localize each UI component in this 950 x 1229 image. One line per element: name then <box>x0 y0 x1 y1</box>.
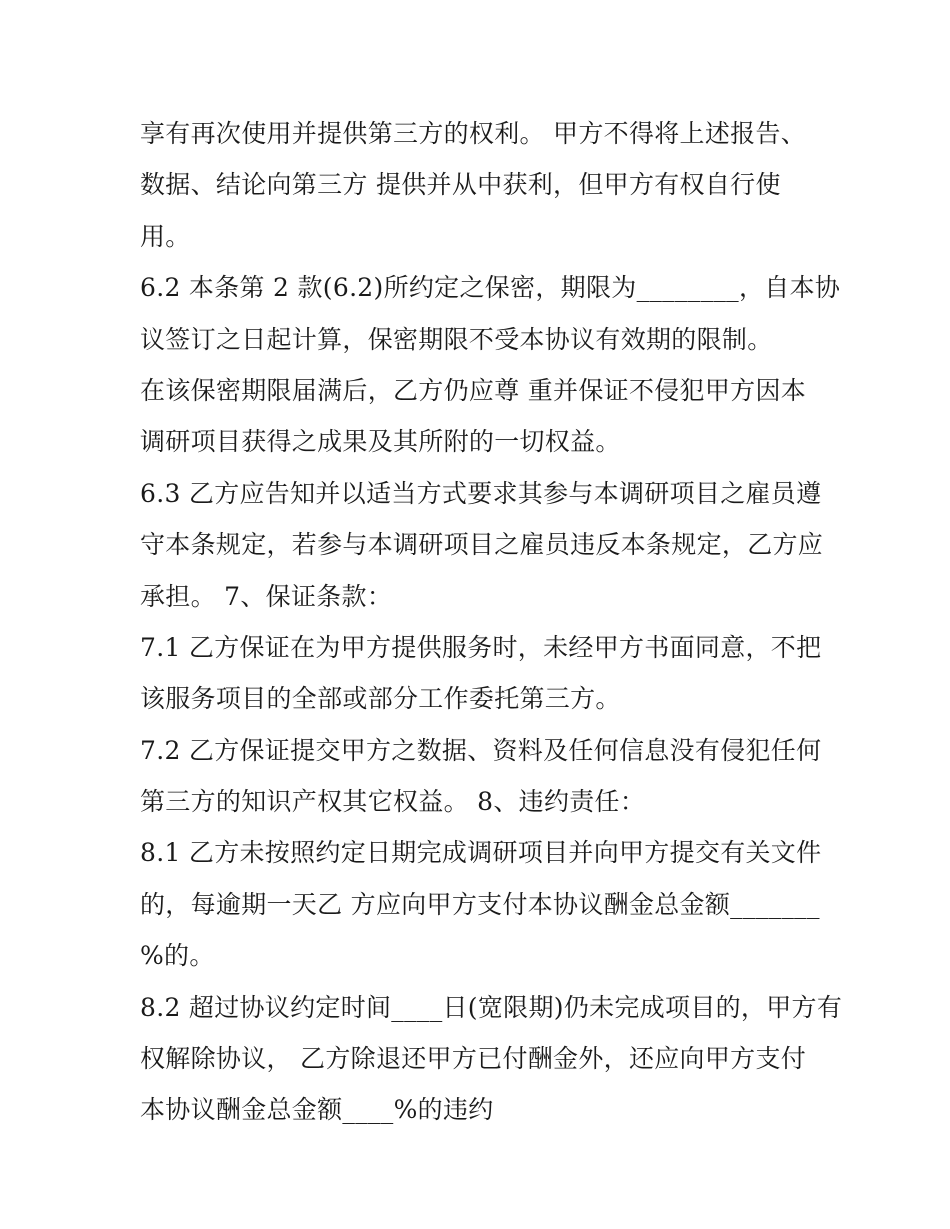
text-line: 议签订之日起计算，保密期限不受本协议有效期的限制。 <box>140 324 773 354</box>
text-line: 本协议酬金总金额____%的违约 <box>140 1095 494 1125</box>
text-line: 数据、结论向第三方 提供并从中获利，但甲方有权自行使 <box>140 170 781 200</box>
text-line: 权解除协议， 乙方除退还甲方已付酬金外，还应向甲方支付 <box>140 1044 807 1074</box>
text-line: 6.3 乙方应告知并以适当方式要求其参与本调研项目之雇员遵 <box>140 478 822 508</box>
text-line: 在该保密期限届满后，乙方仍应尊 重并保证不侵犯甲方因本 <box>140 375 807 405</box>
text-line: 6.2 本条第 2 款(6.2)所约定之保密，期限为________，自本协 <box>140 273 841 303</box>
text-line: 8.2 超过协议约定时间____日(宽限期)仍未完成项目的，甲方有 <box>140 992 843 1022</box>
text-line: %的。 <box>140 941 215 971</box>
text-line: 承担。 7、保证条款： <box>140 581 393 611</box>
document-body <box>140 108 843 1136</box>
text-line: 调研项目获得之成果及其所附的一切权益。 <box>140 427 621 457</box>
text-line: 该服务项目的全部或部分工作委托第三方。 <box>140 684 621 714</box>
text-line: 8.1 乙方未按照约定日期完成调研项目并向甲方提交有关文件 <box>140 838 822 868</box>
text-line: 7.1 乙方保证在为甲方提供服务时，未经甲方书面同意，不把 <box>140 632 822 662</box>
text-line: 7.2 乙方保证提交甲方之数据、资料及任何信息没有侵犯任何 <box>140 735 822 765</box>
text-line: 的，每逾期一天乙 方应向甲方支付本协议酬金总金额_______ <box>140 889 820 919</box>
text-line: 守本条规定，若参与本调研项目之雇员违反本条规定，乙方应 <box>140 530 824 560</box>
text-line: 第三方的知识产权其它权益。 8、违约责任： <box>140 787 646 817</box>
text-line: 享有再次使用并提供第三方的权利。 甲方不得将上述报告、 <box>140 119 807 148</box>
text-line: 用。 <box>140 221 191 251</box>
